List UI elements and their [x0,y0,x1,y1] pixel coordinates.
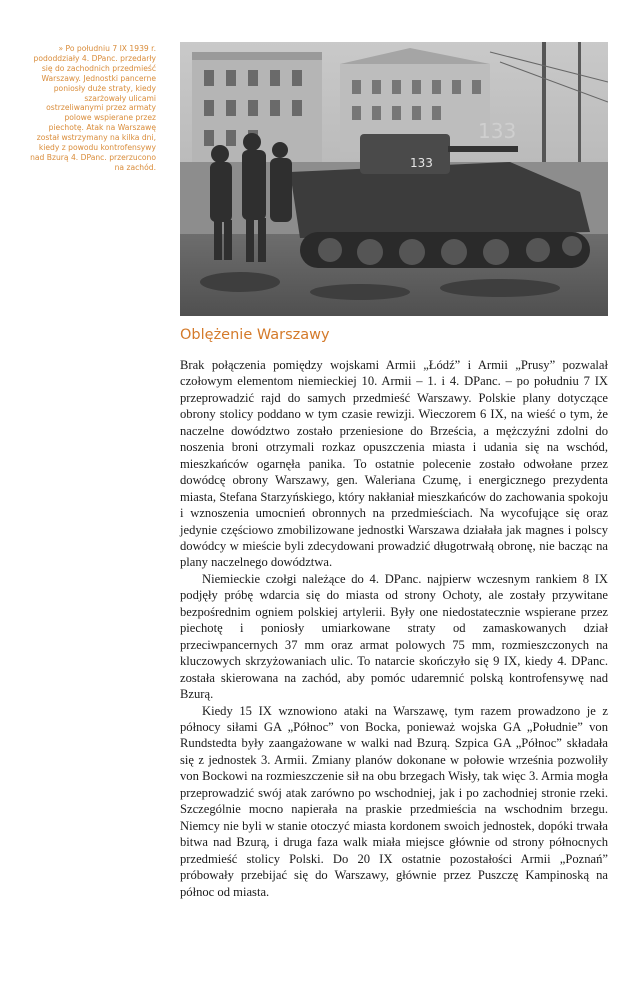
paragraph-3: Kiedy 15 IX wznowiono ataki na Warszawę, tym razem prowadzono je z północy siłami GA „Północ” von Bocka, ponieważ wojska GA „Południe” von Rundstedta były zaangażowane w walki nad Bzurą. Szpica GA „Północ” składała się z jednostek 3. Armii. Zmiany planów dokonane w połowie września pozwoliły von Bockowi na rozmieszczenie sił na obu brzegach Wisły, tak więc 3. Armia mogła przeprowadzić swój atak zarówno po wschodniej, jak i po zachodniej stronie rzeki. Szczególnie mocno napierała na praskie przedmieścia na wschodnim brzegu. Niemcy nie byli w stanie otoczyć miasta kordonem swoich jednostek, dopóki trwała bitwa nad Bzurą, i druga faza walk miała miejsce głównie od strony północnych przedmieść stolicy Polski. Do 20 IX ostatnie pozostałości Armii „Poznań” próbowały przebijać się do Warszawy, głównie przez Puszczę Kampinoską na północ od miasta. [180,703,608,899]
tank-photograph [180,42,608,316]
tank-number-large: 133 [478,119,517,143]
tank-number: 133 [410,156,433,170]
tank-photo-illustration [180,42,608,316]
photo-caption: » Po południu 7 IX 1939 r. pododdziały 4. DPanc. przedarły się do zachodnich przedmieść Warszawy. Jednostki pancerne poniosły duże straty, kiedy szarżowały ulicami ostrzeliwanymi przez armaty polowe wspierane przez piechotę. Atak na Warszawę został wstrzymany na kilka dni, kiedy z powodu kontrofensywy nad Bzurą 4. DPanc. przerzucono na zachód. [30,44,156,172]
paragraph-1: Brak połączenia pomiędzy wojskami Armii „Łódź” i Armii „Prusy” pozwalał czołowym elementom niemieckiej 10. Armii – 1. i 4. DPanc. – po południu 7 IX przeprowadzić rajd do samych przedmieść Warszawy. Polskie plany dotyczące obrony stolicy poddano w tym czasie rewizji. Wieczorem 6 IX, na wieść o tym, że naczelne dowództwo zostało przeniesione do Brześcia, a mężczyźni zdolni do noszenia broni otrzymali rozkaz opuszczenia miasta i udania się na wschód, mieszkańców ogarnęła panika. To ostatnie polecenie zostało odwołane przez dowódcę obrony Warszawy, gen. Waleriana Czumę, i energicznego prezydenta miasta, Stefana Starzyńskiego, który nakłaniał mieszkańców do zachowania spokoju i wznoszenia umocnień obronnych na przedmieściach. Na wycofujące się oraz jedynie częściowo zmobilizowane jednostki Warszawa działała jak magnes i polscy dowódcy w mieście byli zdecydowani prowadzić długotrwałą obronę, nie bacząc na plany naczelnego dowództwa. [180,358,608,570]
section-heading: Oblężenie Warszawy [180,327,330,343]
paragraph-2: Niemieckie czołgi należące do 4. DPanc. najpierw wczesnym rankiem 8 IX podjęły próbę wdarcia się do miasta od strony Ochoty, ale zostały przywitane bezpośrednim ogniem polskiej artylerii. Były one niedostatecznie wspierane przez piechotę i poniosły umiarkowane straty od zamaskowanych dział przeciwpancernych 37 mm oraz armat polowych 75 mm, rozmieszczonych na kluczowych skrzyżowaniach ulic. To natarcie skończyło się 9 IX, kiedy 4. DPanc. została skierowana na zachód, aby pomóc udaremnić polską kontrofensywę nad Bzurą. [180,571,608,702]
article-body [180,357,608,900]
